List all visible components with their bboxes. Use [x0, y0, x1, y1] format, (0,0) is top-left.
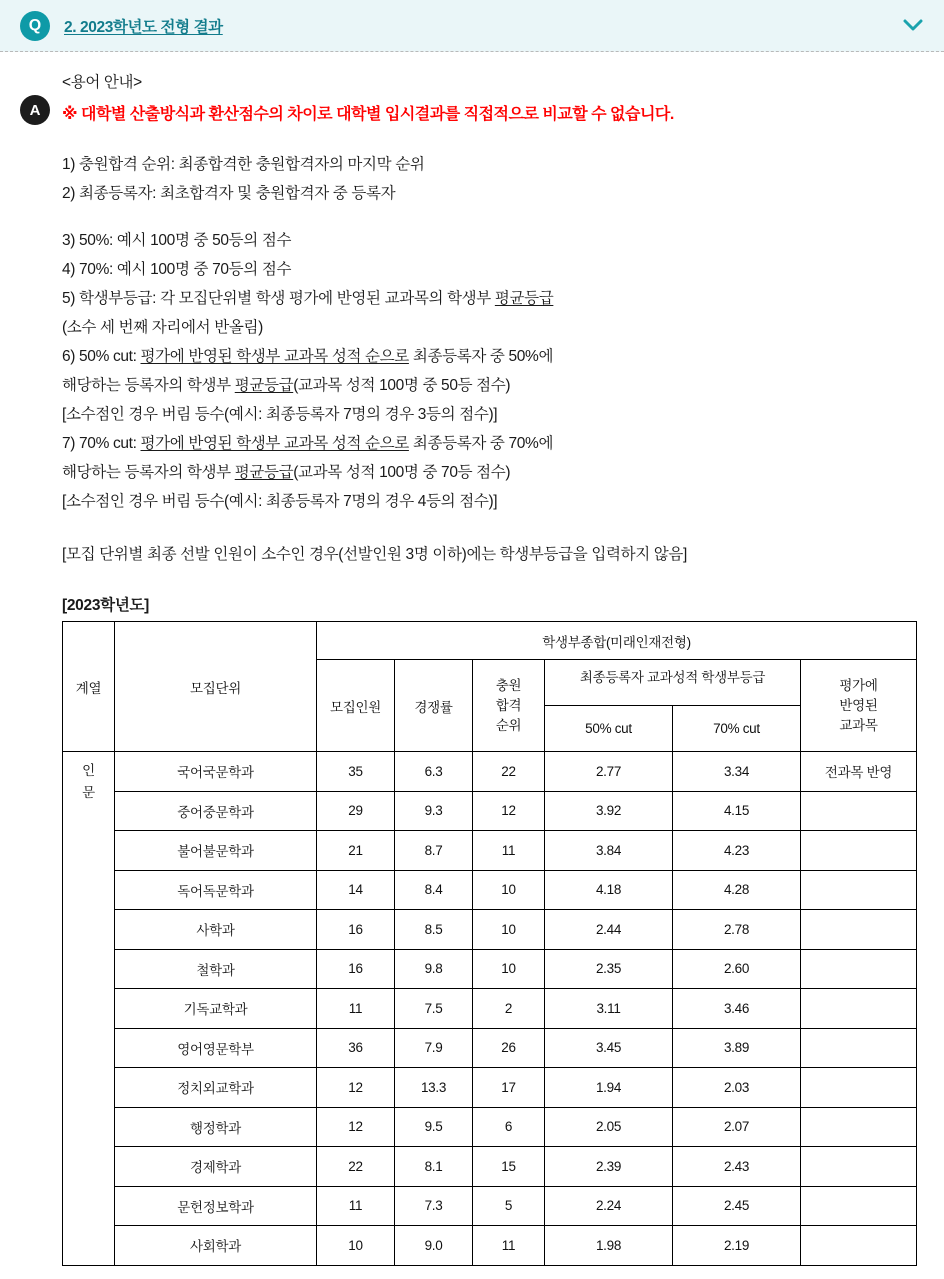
- year-label: [2023학년도]: [62, 597, 150, 614]
- ratio-cell: 9.3: [395, 791, 473, 831]
- quota-cell: 36: [317, 1028, 395, 1068]
- col-header-quota: 모집인원: [317, 660, 395, 752]
- cut70-cell: 3.89: [673, 1028, 801, 1068]
- unit-cell: 사회학과: [115, 1226, 317, 1266]
- subject-cell: [801, 989, 917, 1029]
- term-item-6-note: [소수점인 경우 버림 등수(예시: 최종등록자 7명의 경우 3등의 점수)]: [62, 406, 498, 423]
- quota-cell: 11: [317, 1186, 395, 1226]
- term-item-1: 1) 충원합격 순위: 최종합격한 충원합격자의 마지막 순위: [62, 156, 425, 173]
- cut70-cell: 2.03: [673, 1068, 801, 1108]
- series-cell: [63, 752, 115, 1266]
- quota-cell: 12: [317, 1068, 395, 1108]
- col-header-grade-group: 최종등록자 교과성적 학생부등급: [545, 660, 801, 706]
- rank-cell: 10: [473, 910, 545, 950]
- quota-cell: 14: [317, 870, 395, 910]
- table-row: [63, 1028, 917, 1068]
- term-6-cont-suffix: (교과목 성적 100명 중 50등 점수): [293, 377, 511, 394]
- ratio-cell: 7.3: [395, 1186, 473, 1226]
- cut70-cell: 2.07: [673, 1107, 801, 1147]
- unit-cell: 독어독문학과: [115, 870, 317, 910]
- col-header-rank: [473, 660, 545, 752]
- term-6-suffix: 최종등록자 중 50%에: [408, 348, 554, 365]
- term-item-3: 3) 50%: 예시 100명 중 50등의 점수: [62, 232, 292, 249]
- term-item-7-note: [소수점인 경우 버림 등수(예시: 최종등록자 7명의 경우 4등의 점수)]: [62, 493, 498, 510]
- rank-cell: 2: [473, 989, 545, 1029]
- col-header-subject-line3: 교과목: [839, 717, 878, 733]
- term-7-underline-1: 평가에 반영된 학생부 교과목 성적 순으로: [140, 435, 409, 452]
- term-7-prefix: 7) 70% cut:: [62, 435, 141, 452]
- cut50-cell: 2.39: [545, 1147, 673, 1187]
- quota-cell: 21: [317, 831, 395, 871]
- col-header-ratio: 경쟁률: [395, 660, 473, 752]
- term-item-2: 2) 최종등록자: 최초합격자 및 충원합격자 중 등록자: [62, 185, 396, 202]
- unit-cell: 사학과: [115, 910, 317, 950]
- ratio-cell: 6.3: [395, 752, 473, 792]
- term-5-text: 5) 학생부등급: 각 모집단위별 학생 평가에 반영된 교과목의 학생부: [62, 290, 495, 307]
- ratio-cell: 7.9: [395, 1028, 473, 1068]
- unit-cell: 정치외교학과: [115, 1068, 317, 1108]
- cut50-cell: 2.44: [545, 910, 673, 950]
- ratio-cell: 9.8: [395, 949, 473, 989]
- term-item-7: [62, 429, 924, 458]
- term-7-cont-suffix: (교과목 성적 100명 중 70등 점수): [293, 464, 511, 481]
- unit-cell: 기독교학과: [115, 989, 317, 1029]
- rank-cell: 11: [473, 1226, 545, 1266]
- quota-cell: 16: [317, 949, 395, 989]
- cut70-cell: 2.45: [673, 1186, 801, 1226]
- ratio-cell: 8.1: [395, 1147, 473, 1187]
- term-7-suffix: 최종등록자 중 70%에: [408, 435, 554, 452]
- rank-cell: 17: [473, 1068, 545, 1108]
- table-row: [63, 870, 917, 910]
- cut50-cell: 2.35: [545, 949, 673, 989]
- col-header-subject-line2: 반영된: [839, 697, 878, 713]
- term-5-underline: 평균등급: [494, 290, 554, 307]
- cut50-cell: 2.77: [545, 752, 673, 792]
- rank-cell: 22: [473, 752, 545, 792]
- ratio-cell: 8.5: [395, 910, 473, 950]
- ratio-cell: 8.4: [395, 870, 473, 910]
- cut50-cell: 1.94: [545, 1068, 673, 1108]
- quota-cell: 12: [317, 1107, 395, 1147]
- term-6-cont-prefix: 해당하는 등록자의 학생부: [62, 377, 235, 394]
- spacer: [62, 569, 924, 593]
- rank-cell: 10: [473, 870, 545, 910]
- term-item-5: [62, 284, 924, 313]
- term-6-underline-1: 평가에 반영된 학생부 교과목 성적 순으로: [140, 348, 409, 365]
- col-header-cut70: 70% cut: [673, 706, 801, 752]
- ratio-cell: 7.5: [395, 989, 473, 1029]
- table-row: [63, 1068, 917, 1108]
- cut70-cell: 2.43: [673, 1147, 801, 1187]
- ratio-cell: 9.0: [395, 1226, 473, 1266]
- spacer: [62, 208, 924, 226]
- term-item-6: [62, 342, 924, 371]
- subject-cell: [801, 870, 917, 910]
- rank-cell: 6: [473, 1107, 545, 1147]
- table-row: [63, 1107, 917, 1147]
- table-row: [63, 791, 917, 831]
- rank-cell: 5: [473, 1186, 545, 1226]
- quota-cell: 11: [317, 989, 395, 1029]
- answer-badge: A: [20, 95, 50, 125]
- term-item-4: 4) 70%: 예시 100명 중 70등의 점수: [62, 261, 292, 278]
- table-row: [63, 1186, 917, 1226]
- col-header-unit: 모집단위: [115, 622, 317, 752]
- table-row: [63, 1226, 917, 1266]
- unit-cell: 국어국문학과: [115, 752, 317, 792]
- subject-cell: [801, 1147, 917, 1187]
- answer-body: [0, 52, 944, 1266]
- table-header-row-1: [63, 622, 917, 660]
- warning-text: ※ 대학별 산출방식과 환산점수의 차이로 대학별 입시결과를 직접적으로 비교할 수 없습니다.: [62, 106, 674, 123]
- cut50-cell: 1.98: [545, 1226, 673, 1266]
- term-item-7-cont: [62, 458, 924, 487]
- col-header-subject: [801, 660, 917, 752]
- cut50-cell: 3.11: [545, 989, 673, 1029]
- quota-cell: 10: [317, 1226, 395, 1266]
- rank-cell: 12: [473, 791, 545, 831]
- cut70-cell: 3.34: [673, 752, 801, 792]
- cut50-cell: 3.92: [545, 791, 673, 831]
- cut50-cell: 2.05: [545, 1107, 673, 1147]
- subject-cell: [801, 910, 917, 950]
- ratio-cell: 13.3: [395, 1068, 473, 1108]
- cut70-cell: 2.78: [673, 910, 801, 950]
- unit-cell: 문헌정보학과: [115, 1186, 317, 1226]
- question-header[interactable]: [0, 0, 944, 52]
- spacer: [62, 516, 924, 540]
- question-title-link[interactable]: 2. 2023학년도 전형 결과: [64, 18, 223, 36]
- term-7-underline-2: 평균등급: [234, 464, 294, 481]
- col-header-series: 계열: [63, 622, 115, 752]
- col-header-subject-line1: 평가에: [839, 677, 878, 693]
- quota-cell: 22: [317, 1147, 395, 1187]
- term-7-cont-prefix: 해당하는 등록자의 학생부: [62, 464, 235, 481]
- quota-cell: 29: [317, 791, 395, 831]
- subject-cell: [801, 831, 917, 871]
- table-row: [63, 752, 917, 792]
- table-row: [63, 831, 917, 871]
- rank-cell: 15: [473, 1147, 545, 1187]
- ratio-cell: 8.7: [395, 831, 473, 871]
- col-header-group: 학생부종합(미래인재전형): [317, 622, 917, 660]
- question-badge: Q: [20, 11, 50, 41]
- col-header-rank-line3: 순위: [495, 717, 522, 733]
- series-label-line1: 인: [82, 763, 95, 778]
- quota-cell: 16: [317, 910, 395, 950]
- term-6-prefix: 6) 50% cut:: [62, 348, 141, 365]
- chevron-down-icon[interactable]: [900, 13, 926, 39]
- answer-content: [0, 52, 944, 1266]
- cut70-cell: 4.15: [673, 791, 801, 831]
- rank-cell: 10: [473, 949, 545, 989]
- col-header-rank-line2: 합격: [495, 697, 522, 713]
- table-row: [63, 910, 917, 950]
- terms-heading: <용어 안내>: [62, 74, 142, 91]
- small-quota-note: [모집 단위별 최종 선발 인원이 소수인 경우(선발인원 3명 이하)에는 학생부등급을 입력하지 않음]: [62, 546, 688, 563]
- unit-cell: 영어영문학부: [115, 1028, 317, 1068]
- cut70-cell: 2.19: [673, 1226, 801, 1266]
- subject-cell: [801, 1028, 917, 1068]
- term-6-underline-2: 평균등급: [234, 377, 294, 394]
- col-header-cut50: 50% cut: [545, 706, 673, 752]
- table-row: [63, 949, 917, 989]
- series-label-line2: 문: [82, 785, 95, 800]
- cut50-cell: 2.24: [545, 1186, 673, 1226]
- ratio-cell: 9.5: [395, 1107, 473, 1147]
- unit-cell: 행정학과: [115, 1107, 317, 1147]
- subject-cell: 전과목 반영: [801, 752, 917, 792]
- subject-cell: [801, 1226, 917, 1266]
- unit-cell: 경제학과: [115, 1147, 317, 1187]
- cut50-cell: 3.84: [545, 831, 673, 871]
- subject-cell: [801, 791, 917, 831]
- unit-cell: 철학과: [115, 949, 317, 989]
- rank-cell: 26: [473, 1028, 545, 1068]
- cut70-cell: 4.23: [673, 831, 801, 871]
- table-body: [63, 752, 917, 1266]
- cut70-cell: 4.28: [673, 870, 801, 910]
- unit-cell: 불어불문학과: [115, 831, 317, 871]
- subject-cell: [801, 1068, 917, 1108]
- admission-result-table: [62, 621, 917, 1266]
- spacer: [62, 132, 924, 150]
- term-item-6-cont: [62, 371, 924, 400]
- rank-cell: 11: [473, 831, 545, 871]
- unit-cell: 중어중문학과: [115, 791, 317, 831]
- table-head: [63, 622, 917, 752]
- cut70-cell: 2.60: [673, 949, 801, 989]
- subject-cell: [801, 1186, 917, 1226]
- cut70-cell: 3.46: [673, 989, 801, 1029]
- table-row: [63, 1147, 917, 1187]
- term-item-5-cont: (소수 세 번째 자리에서 반올림): [62, 319, 263, 336]
- subject-cell: [801, 1107, 917, 1147]
- cut50-cell: 3.45: [545, 1028, 673, 1068]
- quota-cell: 35: [317, 752, 395, 792]
- cut50-cell: 4.18: [545, 870, 673, 910]
- col-header-rank-line1: 충원: [495, 677, 522, 693]
- table-row: [63, 989, 917, 1029]
- subject-cell: [801, 949, 917, 989]
